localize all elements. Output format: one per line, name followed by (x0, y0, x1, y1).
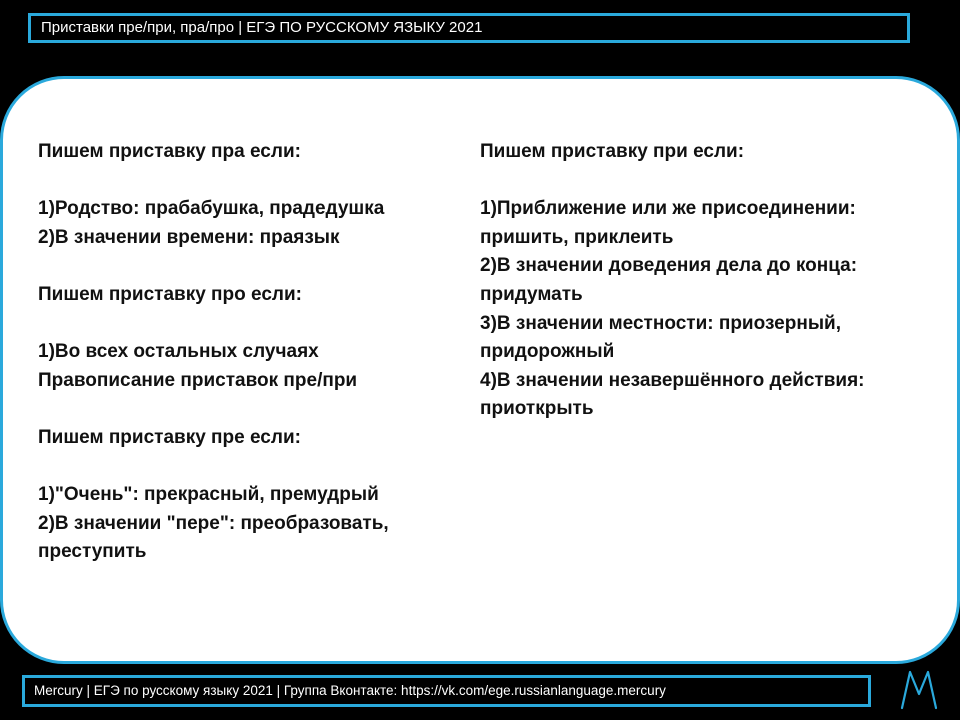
pre-item: 1)"Очень": прекрасный, премудрый (38, 484, 379, 506)
footer-text: Mercury | ЕГЭ по русскому языку 2021 | Группа Вконтакте: https://vk.com/ege.russianlanguage.mercury (34, 683, 666, 698)
slide-title-text: Приставки пре/при, пра/про | ЕГЭ ПО РУССКОМУ ЯЗЫКУ 2021 (41, 19, 483, 36)
pri-item: придумать (480, 283, 583, 305)
pra-item: 2)В значении времени: праязык (38, 226, 340, 248)
pro-heading: Пишем приставку про если: (38, 283, 302, 305)
pri-item: придорожный (480, 341, 615, 363)
slide-title (28, 13, 910, 43)
pra-item: 1)Родство: прабабушка, прадедушка (38, 198, 385, 220)
pri-item: 4)В значении незавершённого действия: (480, 369, 865, 391)
pri-heading: Пишем приставку при если: (480, 141, 745, 162)
pre-item: преступить (38, 541, 147, 563)
pri-item: 2)В значении доведения дела до конца: (480, 255, 858, 277)
pri-item: 1)Приближение или же присоединении: (480, 198, 856, 220)
pre-item: 2)В значении "пере": преобразовать, (38, 512, 389, 534)
pri-item: пришить, приклеить (480, 226, 674, 248)
pra-heading: Пишем приставку пра если: (38, 141, 301, 162)
mercury-logo-icon (896, 664, 942, 714)
footer-bar (22, 675, 871, 707)
left-column (38, 138, 458, 567)
pre-heading: Пишем приставку пре если: (38, 426, 301, 448)
pro-item: Правописание приставок пре/при (38, 369, 358, 391)
pri-item: приоткрыть (480, 398, 594, 420)
pri-item: 3)В значении местности: приозерный, (480, 312, 841, 334)
pro-item: 1)Во всех остальных случаях (38, 341, 319, 363)
right-column (480, 138, 920, 424)
